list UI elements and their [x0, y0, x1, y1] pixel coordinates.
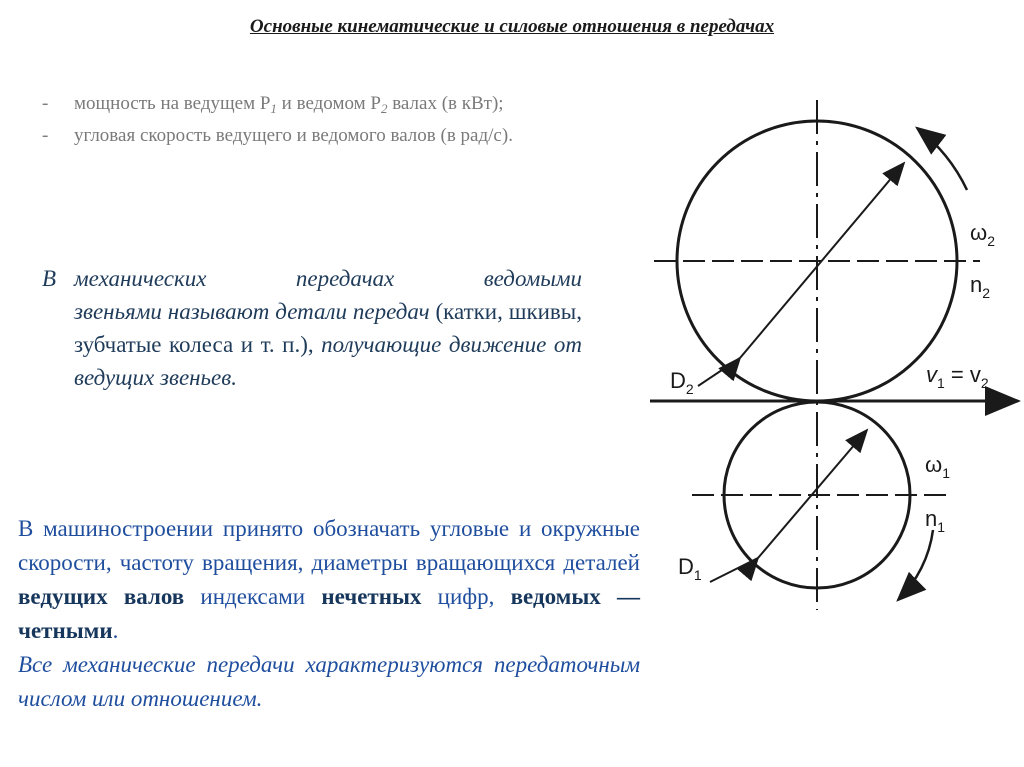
gear-diagram: [640, 90, 1024, 620]
bullet-text: мощность на ведущем $P_1$ и ведомом $P_2$ валах (в кВт);: [74, 93, 504, 116]
n1-label: $n_1$: [925, 506, 946, 535]
omega1-label: $\omega_1$: [925, 452, 950, 481]
definition-examples: (катки, шкивы, зубчатые колеса и т. п.),: [74, 299, 582, 357]
d2-diameter: [740, 163, 904, 358]
mechanical-definition: В механических передачах ведомыми звеньями называют детали передач (катки, шкивы, зубчатые колеса и т. п.), получающие движение от ведущих звеньев.: [42, 266, 582, 390]
notation-paragraph: В машиностроении принято обозначать угловые и окружные скорости, частоту вращения, диаметры вращающихся деталей ведущих валов индексами нечетных цифр, ведомых — четными. Все механические передачи характеризуются передаточным числом или отношением.: [18, 512, 640, 716]
bullet-dash: -: [42, 93, 49, 114]
bold-driven-even: ведомых — четными: [18, 584, 640, 643]
omega2-label: $\omega_2$: [970, 220, 995, 249]
bullet-text: угловая скорость ведущего и ведомого валов (в рад/с).: [74, 125, 513, 146]
gear-ratio-note: Все механические передачи характеризуются передаточным числом или отношением.: [18, 652, 640, 711]
bold-odd: нечетных: [321, 584, 422, 609]
bullet-dash: -: [42, 125, 49, 146]
definition-italic-2: получающие движение от ведущих звеньев.: [74, 332, 582, 390]
bold-driving-shafts: ведущих валов: [18, 584, 185, 609]
page-title: Основные кинематические и силовые отношения в передачах: [249, 16, 775, 37]
bullet-list: [42, 90, 590, 154]
omega2-rotation-arrow: [917, 128, 967, 190]
omega1-rotation-arrow: [898, 530, 933, 600]
velocity-label: $v_1 = v_2$: [926, 362, 989, 391]
d1-leader: [710, 558, 758, 582]
d1-label: $D_1$: [678, 554, 702, 583]
definition-italic-1: звеньями называют детали передач: [74, 299, 430, 324]
d2-label: $D_2$: [670, 368, 694, 397]
bullet-angular-speed: [42, 122, 590, 150]
n2-label: $n_2$: [970, 272, 991, 301]
bullet-power: [42, 90, 590, 118]
